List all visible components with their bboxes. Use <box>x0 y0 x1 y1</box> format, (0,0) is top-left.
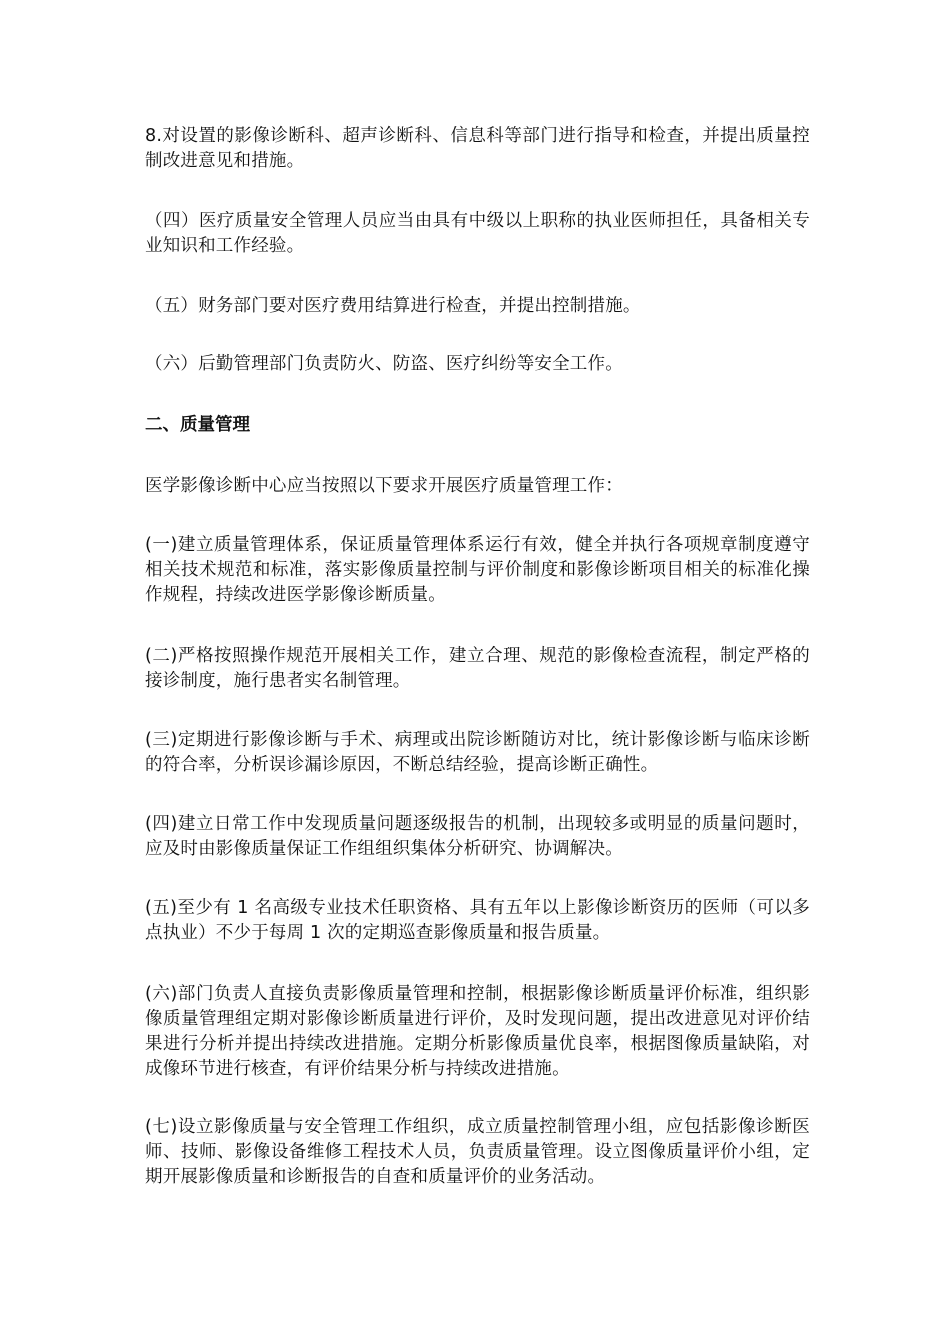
paragraph-finance-inspection: （五）财务部门要对医疗费用结算进行检查，并提出控制措施。 <box>145 296 641 316</box>
list-item-diagnosis-comparison: (三)定期进行影像诊断与手术、病理或出院诊断随访对比，统计影像诊断与临床诊断的符合率，分析误诊漏诊原因，不断总结经验，提高诊断正确性。 <box>145 730 810 775</box>
paragraph-logistics-safety: （六）后勤管理部门负责防火、防盗、医疗纠纷等安全工作。 <box>145 354 623 374</box>
list-item-department-head-responsibility: (六)部门负责人直接负责影像质量管理和控制，根据影像诊断质量评价标准，组织影像质量管理组定期对影像诊断质量进行评价，及时发现问题，提出改进意见对评价结果进行分析并提出持续改进措施。定期分析影像质量优良率，根据图像质量缺陷，对成像环节进行核查，有评价结果分析与持续改进措施。 <box>145 984 810 1079</box>
paragraph-quality-control-guidance: 8.对设置的影像诊断科、超声诊断科、信息科等部门进行指导和检查，并提出质量控制改进意见和措施。 <box>145 126 810 171</box>
list-item-quality-safety-organization: (七)设立影像质量与安全管理工作组织，成立质量控制管理小组，应包括影像诊断医师、技师、影像设备维修工程技术人员，负责质量管理。设立图像质量评价小组，定期开展影像质量和诊断报告的自查和质量评价的业务活动。 <box>145 1117 810 1187</box>
section-intro: 医学影像诊断中心应当按照以下要求开展医疗质量管理工作： <box>145 476 623 496</box>
list-item-quality-system: (一)建立质量管理体系，保证质量管理体系运行有效，健全并执行各项规章制度遵守相关技术规范和标准，落实影像质量控制与评价制度和影像诊断项目相关的标准化操作规程，持续改进医学影像诊断质量。 <box>145 535 810 605</box>
list-item-senior-physician-inspection: (五)至少有 1 名高级专业技术任职资格、具有五年以上影像诊断资历的医师（可以多点执业）不少于每周 1 次的定期巡查影像质量和报告质量。 <box>145 898 810 943</box>
section-heading-quality-management: 二、质量管理 <box>145 415 250 435</box>
list-item-issue-reporting: (四)建立日常工作中发现质量问题逐级报告的机制，出现较多或明显的质量问题时，应及时由影像质量保证工作组组织集体分析研究、协调解决。 <box>145 814 810 859</box>
list-item-operation-standards: (二)严格按照操作规范开展相关工作，建立合理、规范的影像检查流程，制定严格的接诊制度，施行患者实名制管理。 <box>145 646 810 691</box>
paragraph-safety-manager-qualification: （四）医疗质量安全管理人员应当由具有中级以上职称的执业医师担任，具备相关专业知识和工作经验。 <box>145 211 810 256</box>
